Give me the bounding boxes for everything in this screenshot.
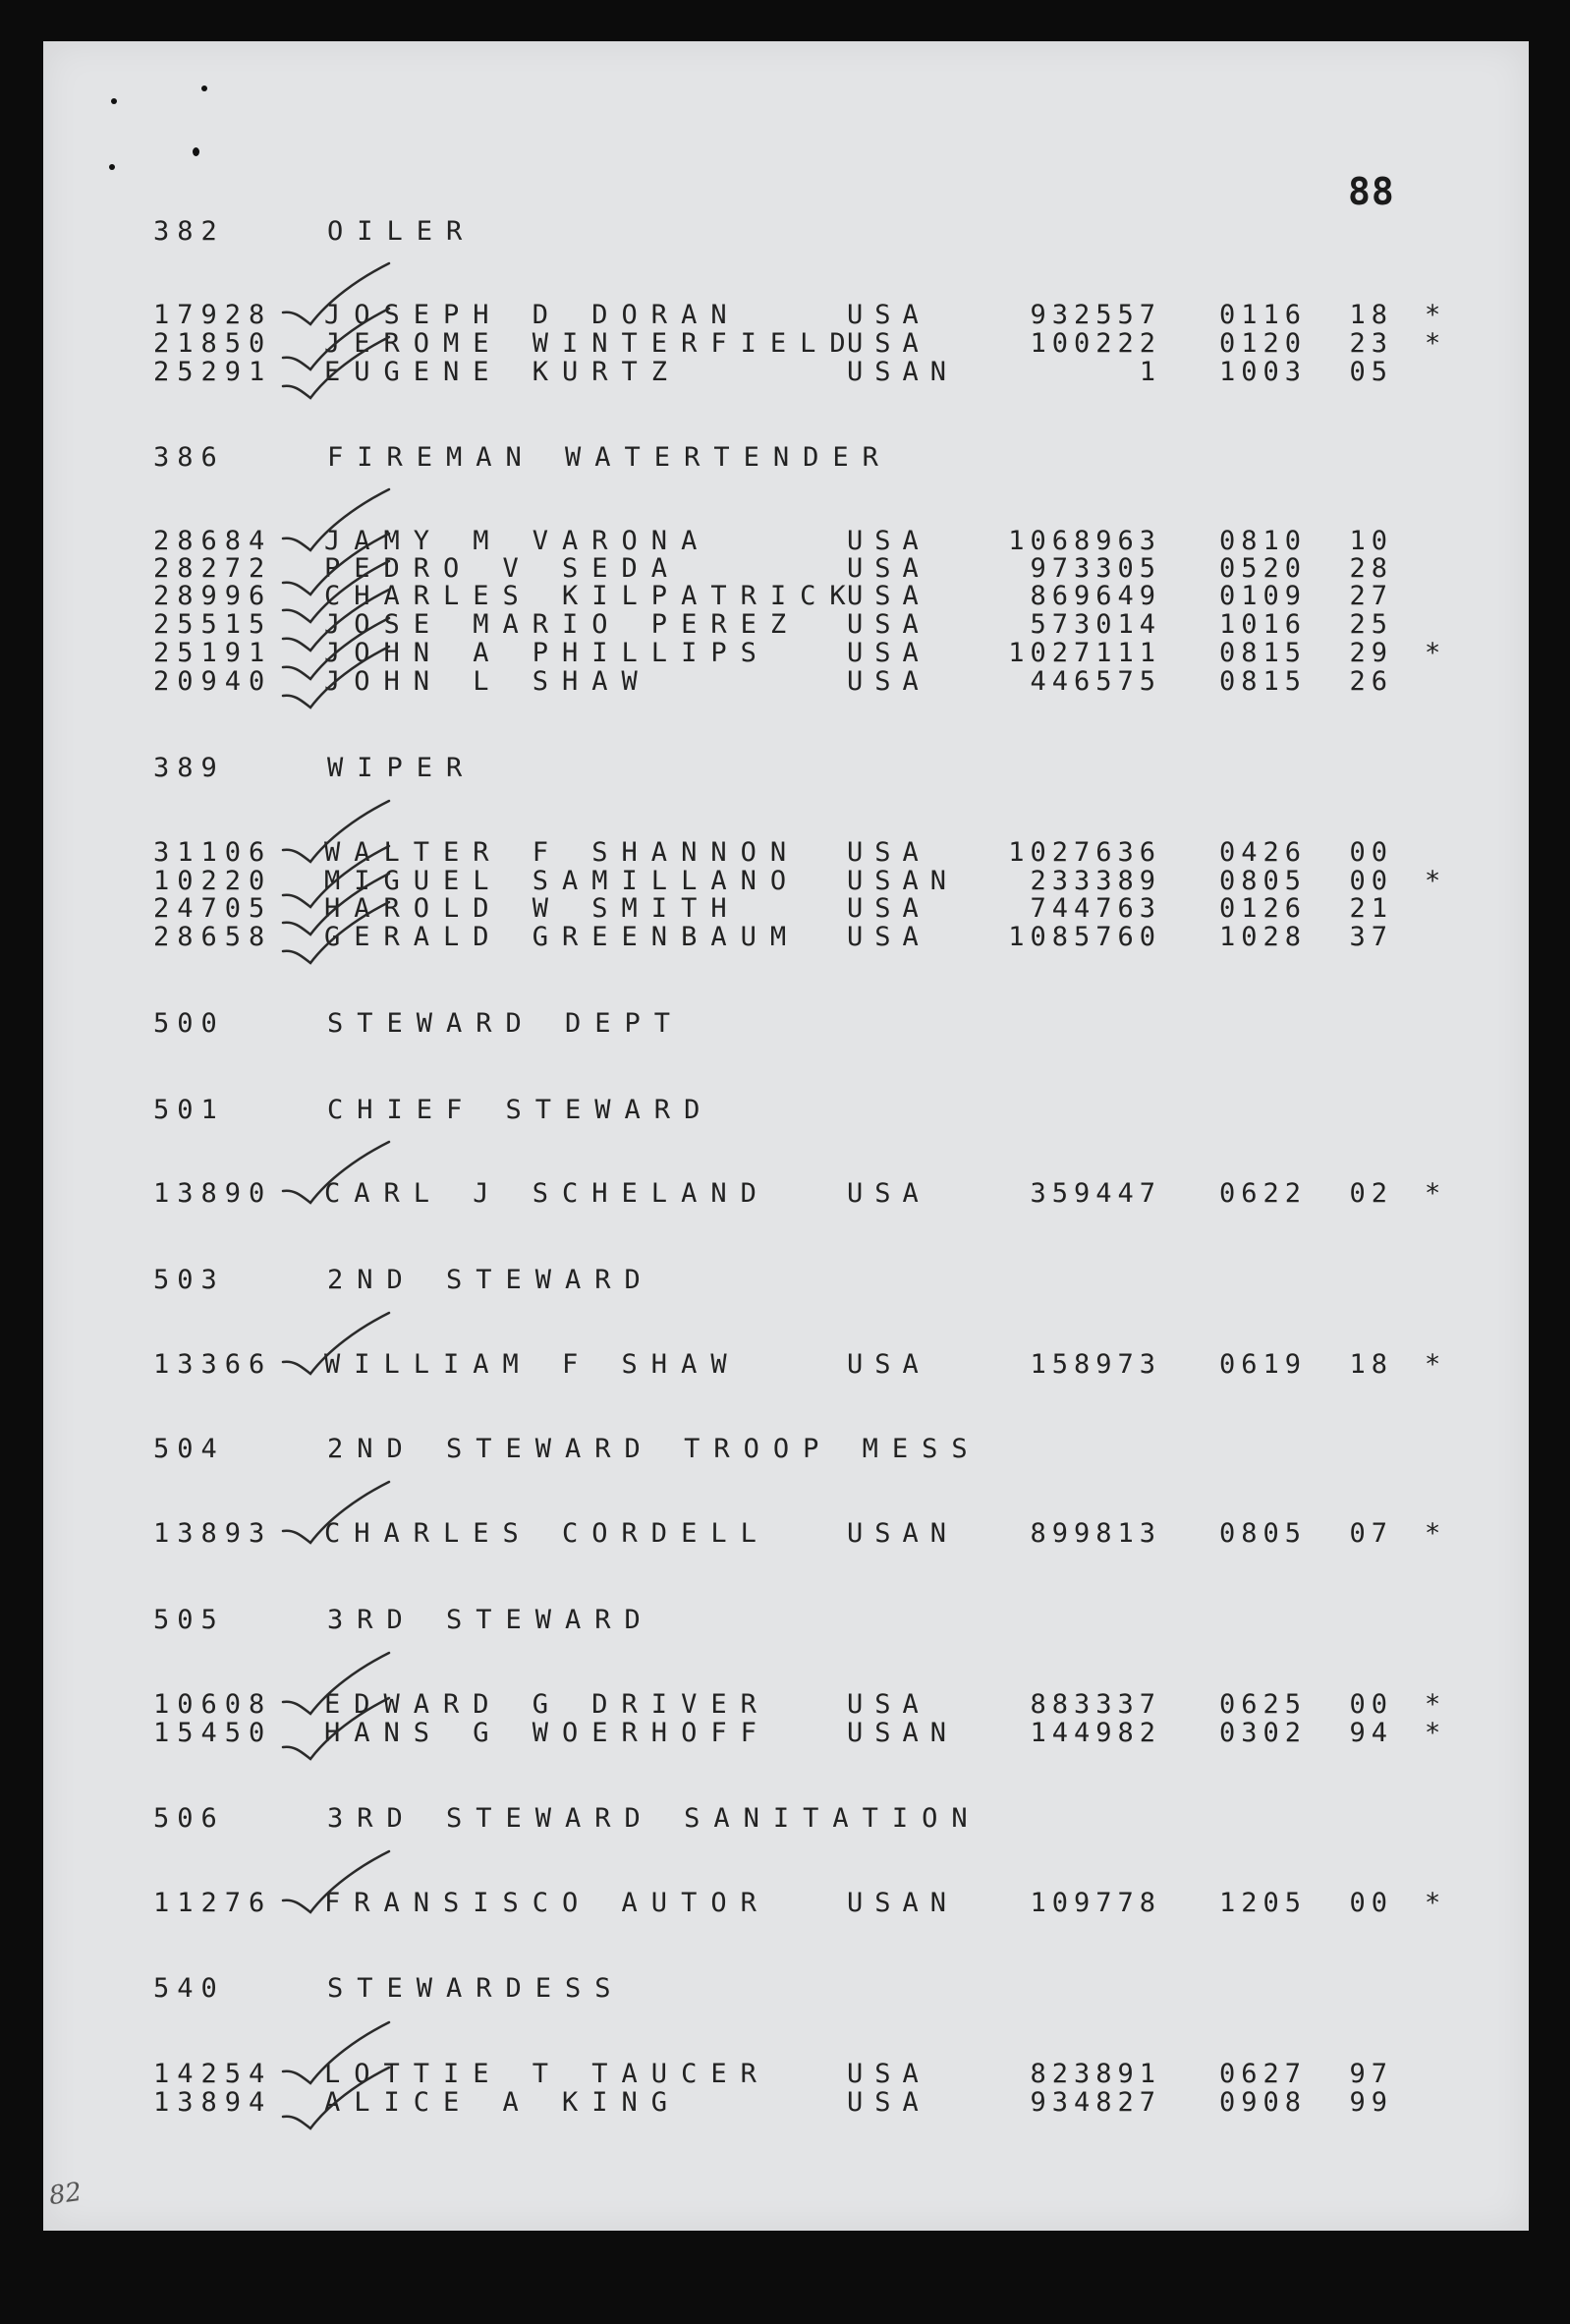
section-title: 2ND STEWARD TROOP MESS (327, 1434, 981, 1464)
citizenship: USAN (847, 1888, 959, 1918)
citizenship: USA (847, 1349, 930, 1380)
citizenship: USA (847, 837, 930, 868)
crew-id: 14254 (153, 2059, 273, 2089)
section-code: 386 (153, 442, 225, 473)
table-row (0, 358, 1570, 387)
crew-name: JOSE MARIO PEREZ (324, 609, 801, 640)
document-number: 744763 (1030, 893, 1161, 924)
crew-name: JOSEPH D DORAN (324, 300, 741, 330)
crew-name: EUGENE KURTZ (324, 357, 682, 387)
document-number: 144982 (1030, 1718, 1161, 1748)
year-code: 37 (1349, 922, 1393, 952)
crew-name: GERALD GREENBAUM (324, 922, 801, 952)
document-number: 883337 (1030, 1689, 1161, 1720)
document-number: 109778 (1030, 1888, 1161, 1918)
section-header (0, 1009, 1570, 1039)
document-number: 973305 (1030, 553, 1161, 584)
section-title: WIPER (327, 753, 477, 783)
year-code: 07 (1349, 1518, 1393, 1549)
year-code: 25 (1349, 609, 1393, 640)
table-row (0, 610, 1570, 640)
stray-mark (193, 147, 199, 156)
margin-note: 82 (47, 2177, 84, 2212)
section-code: 506 (153, 1803, 225, 1834)
asterisk-mark: * (1425, 1518, 1441, 1549)
date-code: 0520 (1218, 553, 1307, 584)
table-row (0, 1690, 1570, 1720)
asterisk-mark: * (1425, 300, 1441, 330)
asterisk-mark: * (1425, 1349, 1441, 1380)
section-header (0, 1266, 1570, 1295)
section-title: STEWARD DEPT (327, 1008, 685, 1039)
crew-name: JOHN L SHAW (324, 666, 651, 697)
table-row (0, 582, 1570, 611)
section-title: FIREMAN WATERTENDER (327, 442, 892, 473)
section-code: 389 (153, 753, 225, 783)
crew-name: HANS G WOERHOFF (324, 1718, 770, 1748)
crew-id: 21850 (153, 328, 273, 359)
table-row (0, 527, 1570, 556)
citizenship: USA (847, 638, 930, 668)
crew-name: ALICE A KING (324, 2087, 682, 2118)
year-code: 23 (1349, 328, 1393, 359)
date-code: 0619 (1218, 1349, 1307, 1380)
date-code: 0622 (1218, 1178, 1307, 1209)
table-row (0, 894, 1570, 924)
year-code: 99 (1349, 2087, 1393, 2118)
document-number: 1068963 (1008, 526, 1161, 556)
date-code: 0805 (1218, 866, 1307, 896)
section-header (0, 1606, 1570, 1635)
document-number: 823891 (1030, 2059, 1161, 2089)
year-code: 18 (1349, 300, 1393, 330)
document-number: 899813 (1030, 1518, 1161, 1549)
stray-mark (201, 85, 207, 91)
date-code: 1016 (1218, 609, 1307, 640)
crew-name: LOTTIE T TAUCER (324, 2059, 770, 2089)
section-code: 501 (153, 1095, 225, 1125)
document-number: 1 (1139, 357, 1161, 387)
citizenship: USAN (847, 357, 959, 387)
crew-name: HAROLD W SMITH (324, 893, 741, 924)
crew-id: 24705 (153, 893, 273, 924)
year-code: 94 (1349, 1718, 1393, 1748)
section-title: 3RD STEWARD (327, 1605, 654, 1635)
year-code: 10 (1349, 526, 1393, 556)
table-row (0, 1719, 1570, 1748)
crew-id: 28684 (153, 526, 273, 556)
citizenship: USA (847, 581, 930, 611)
crew-id: 13893 (153, 1518, 273, 1549)
date-code: 1003 (1218, 357, 1307, 387)
asterisk-mark: * (1425, 1718, 1441, 1748)
document-number: 158973 (1030, 1349, 1161, 1380)
year-code: 26 (1349, 666, 1393, 697)
crew-id: 28272 (153, 553, 273, 584)
year-code: 28 (1349, 553, 1393, 584)
citizenship: USA (847, 328, 930, 359)
table-row (0, 838, 1570, 868)
crew-name: CHARLES KILPATRICK (324, 581, 860, 611)
date-code: 0625 (1218, 1689, 1307, 1720)
crew-name: WILLIAM F SHAW (324, 1349, 741, 1380)
table-row (0, 554, 1570, 584)
section-title: OILER (327, 216, 477, 247)
section-code: 382 (153, 216, 225, 247)
date-code: 0109 (1218, 581, 1307, 611)
section-header (0, 1974, 1570, 2004)
year-code: 27 (1349, 581, 1393, 611)
date-code: 0126 (1218, 893, 1307, 924)
crew-id: 25515 (153, 609, 273, 640)
citizenship: USA (847, 1689, 930, 1720)
crew-name: JEROME WINTERFIELD (324, 328, 860, 359)
asterisk-mark: * (1425, 1178, 1441, 1209)
crew-name: MIGUEL SAMILLANO (324, 866, 801, 896)
crew-id: 13890 (153, 1178, 273, 1209)
citizenship: USA (847, 922, 930, 952)
section-header (0, 754, 1570, 783)
section-header (0, 1435, 1570, 1464)
table-row (0, 667, 1570, 697)
document-number: 446575 (1030, 666, 1161, 697)
crew-id: 20940 (153, 666, 273, 697)
section-header (0, 217, 1570, 247)
citizenship: USA (847, 553, 930, 584)
section-header (0, 443, 1570, 473)
document-number: 100222 (1030, 328, 1161, 359)
date-code: 0116 (1218, 300, 1307, 330)
document-number: 1027111 (1008, 638, 1161, 668)
crew-id: 13894 (153, 2087, 273, 2118)
date-code: 0426 (1218, 837, 1307, 868)
date-code: 0810 (1218, 526, 1307, 556)
table-row (0, 2088, 1570, 2118)
section-code: 505 (153, 1605, 225, 1635)
section-code: 504 (153, 1434, 225, 1464)
crew-id: 10220 (153, 866, 273, 896)
section-header (0, 1096, 1570, 1125)
crew-id: 17928 (153, 300, 273, 330)
section-code: 500 (153, 1008, 225, 1039)
section-code: 503 (153, 1265, 225, 1295)
table-row (0, 639, 1570, 668)
table-row (0, 329, 1570, 359)
citizenship: USA (847, 666, 930, 697)
year-code: 21 (1349, 893, 1393, 924)
crew-id: 28658 (153, 922, 273, 952)
citizenship: USA (847, 2059, 930, 2089)
document-number: 233389 (1030, 866, 1161, 896)
document-number: 869649 (1030, 581, 1161, 611)
citizenship: USAN (847, 866, 959, 896)
citizenship: USA (847, 1178, 930, 1209)
crew-name: CARL J SCHELAND (324, 1178, 770, 1209)
crew-name: PEDRO V SEDA (324, 553, 682, 584)
crew-id: 25191 (153, 638, 273, 668)
crew-id: 31106 (153, 837, 273, 868)
section-header (0, 1804, 1570, 1834)
citizenship: USA (847, 300, 930, 330)
date-code: 1205 (1218, 1888, 1307, 1918)
crew-id: 28996 (153, 581, 273, 611)
page-number: 88 (1348, 170, 1395, 213)
crew-id: 11276 (153, 1888, 273, 1918)
document-number: 1027636 (1008, 837, 1161, 868)
date-code: 1028 (1218, 922, 1307, 952)
section-title: 2ND STEWARD (327, 1265, 654, 1295)
citizenship: USA (847, 609, 930, 640)
section-code: 540 (153, 1973, 225, 2004)
year-code: 02 (1349, 1178, 1393, 1209)
table-row (0, 867, 1570, 896)
document-number: 934827 (1030, 2087, 1161, 2118)
crew-id: 15450 (153, 1718, 273, 1748)
date-code: 0805 (1218, 1518, 1307, 1549)
date-code: 0908 (1218, 2087, 1307, 2118)
crew-id: 25291 (153, 357, 273, 387)
table-row (0, 1350, 1570, 1380)
citizenship: USAN (847, 1518, 959, 1549)
stray-mark (111, 98, 117, 104)
crew-id: 10608 (153, 1689, 273, 1720)
crew-name: FRANSISCO AUTOR (324, 1888, 770, 1918)
citizenship: USA (847, 2087, 930, 2118)
stray-mark (109, 164, 115, 170)
year-code: 00 (1349, 1689, 1393, 1720)
document-number: 1085760 (1008, 922, 1161, 952)
asterisk-mark: * (1425, 866, 1441, 896)
section-title: 3RD STEWARD SANITATION (327, 1803, 981, 1834)
year-code: 18 (1349, 1349, 1393, 1380)
section-title: STEWARDESS (327, 1973, 625, 2004)
crew-id: 13366 (153, 1349, 273, 1380)
asterisk-mark: * (1425, 1888, 1441, 1918)
document-number: 932557 (1030, 300, 1161, 330)
asterisk-mark: * (1425, 1689, 1441, 1720)
document-number: 359447 (1030, 1178, 1161, 1209)
table-row (0, 1519, 1570, 1549)
year-code: 29 (1349, 638, 1393, 668)
table-row (0, 2060, 1570, 2089)
year-code: 05 (1349, 357, 1393, 387)
citizenship: USA (847, 526, 930, 556)
crew-name: CHARLES CORDELL (324, 1518, 770, 1549)
citizenship: USA (847, 893, 930, 924)
crew-name: JOHN A PHILLIPS (324, 638, 770, 668)
date-code: 0627 (1218, 2059, 1307, 2089)
date-code: 0302 (1218, 1718, 1307, 1748)
date-code: 0815 (1218, 666, 1307, 697)
date-code: 0815 (1218, 638, 1307, 668)
year-code: 00 (1349, 837, 1393, 868)
table-row (0, 301, 1570, 330)
year-code: 00 (1349, 866, 1393, 896)
citizenship: USAN (847, 1718, 959, 1748)
section-title: CHIEF STEWARD (327, 1095, 714, 1125)
date-code: 0120 (1218, 328, 1307, 359)
table-row (0, 923, 1570, 952)
document-number: 573014 (1030, 609, 1161, 640)
asterisk-mark: * (1425, 638, 1441, 668)
crew-name: EDWARD G DRIVER (324, 1689, 770, 1720)
crew-name: WALTER F SHANNON (324, 837, 801, 868)
asterisk-mark: * (1425, 328, 1441, 359)
crew-name: JAMY M VARONA (324, 526, 711, 556)
year-code: 97 (1349, 2059, 1393, 2089)
table-row (0, 1889, 1570, 1918)
year-code: 00 (1349, 1888, 1393, 1918)
table-row (0, 1179, 1570, 1209)
